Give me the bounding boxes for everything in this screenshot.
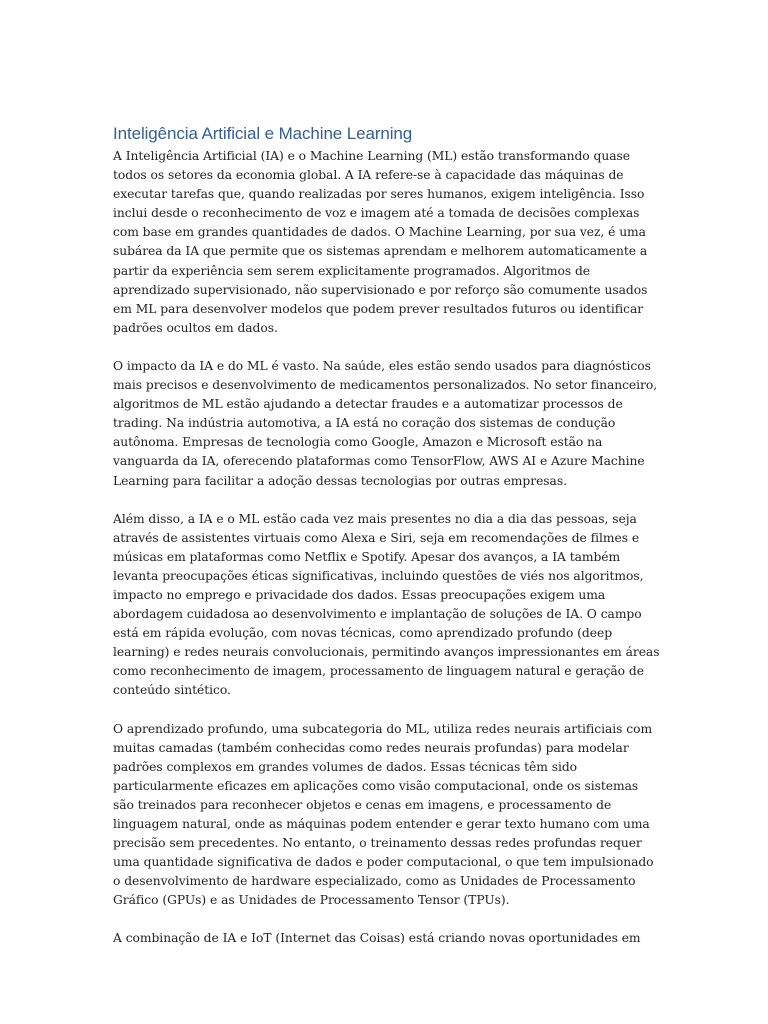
paragraph-5: A combinação de IA e IoT (Internet das Coisas) está criando novas oportunidades em (113, 931, 641, 946)
document-title: Inteligência Artificial e Machine Learning (113, 124, 413, 143)
paragraph-4: O aprendizado profundo, uma subcategoria do ML, utiliza redes neurais artificiais com muitas camadas (também conhecidas como redes neurais profundas) para modelar padrões complexos em grandes volumes de dados. Essas técnicas têm sido particularmente eficazes em aplicações como visão computacional, onde os sistemas são treinados para reconhecer objetos e cenas em imagens, e processamento de linguagem natural, onde as máquinas podem entender e gerar texto humano com uma precisão sem precedentes. No entanto, o treinamento dessas redes profundas requer uma quantidade significativa de dados e poder computacional, o que tem impulsionado o desenvolvimento de hardware especializado, como as Unidades de Processamento Gráfico (GPUs) e as Unidades de Processamento Tensor (TPUs). (113, 721, 654, 908)
paragraph-3: Além disso, a IA e o ML estão cada vez mais presentes no dia a dia das pessoas, seja através de assistentes virtuais como Alexa e Siri, seja em recomendações de filmes e músicas em plataformas como Netflix e Spotify. Apesar dos avanços, a IA também levanta preocupações éticas significativas, incluindo questões de viés nos algoritmos, impacto no emprego e privacidade dos dados. Essas preocupações exigem uma abordagem cuidadosa ao desenvolvimento e implantação de soluções de IA. O campo está em rápida evolução, com novas técnicas, como aprendizado profundo (deep learning) e redes neurais convolucionais, permitindo avanços impressionantes em áreas como reconhecimento de imagem, processamento de linguagem natural e geração de conteúdo sintético. (113, 511, 660, 698)
paragraph-2: O impacto da IA e do ML é vasto. Na saúde, eles estão sendo usados para diagnósticos mais precisos e desenvolvimento de medicamentos personalizados. No setor financeiro, algoritmos de ML estão ajudando a detectar fraudes e a automatizar processos de trading. Na indústria automotiva, a IA está no coração dos sistemas de condução autônoma. Empresas de tecnologia como Google, Amazon e Microsoft estão na vanguarda da IA, oferecendo plataformas como TensorFlow, AWS AI e Azure Machine Learning para facilitar a adoção dessas tecnologias por outras empresas. (113, 358, 658, 488)
paragraph-1: A Inteligência Artificial (IA) e o Machine Learning (ML) estão transformando quase todos os setores da economia global. A IA refere-se à capacidade das máquinas de executar tarefas que, quando realizadas por seres humanos, exigem inteligência. Isso inclui desde o reconhecimento de voz e imagem até a tomada de decisões complexas com base em grandes quantidades de dados. O Machine Learning, por sua vez, é uma subárea da IA que permite que os sistemas aprendam e melhorem automaticamente a partir da experiência sem serem explicitamente programados. Algoritmos de aprendizado supervisionado, não supervisionado e por reforço são comumente usados em ML para desenvolver modelos que podem prever resultados futuros ou identificar padrões ocultos em dados. (113, 149, 648, 335)
